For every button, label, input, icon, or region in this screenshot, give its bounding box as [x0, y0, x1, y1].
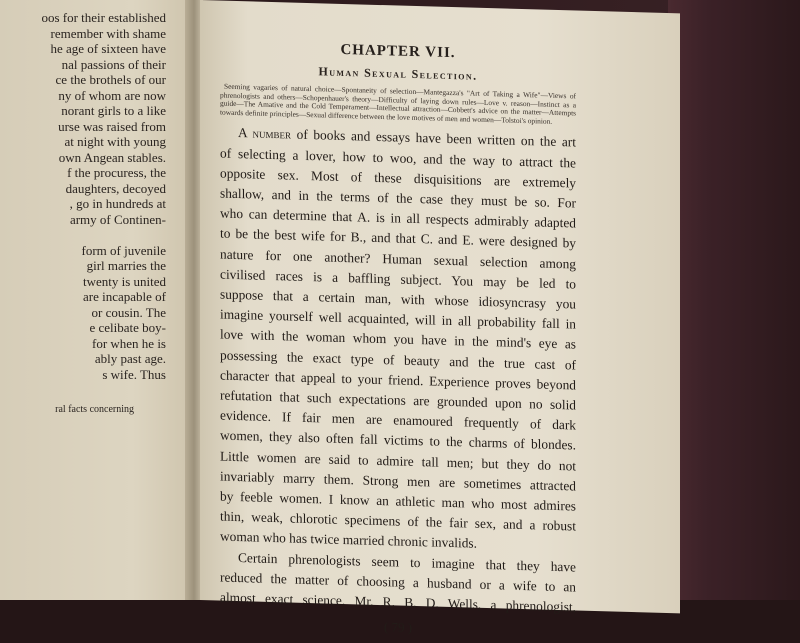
body-line: refutation that such expectations are grounded upon no solid: [220, 387, 576, 413]
chapter-title: CHAPTER VII.: [340, 41, 456, 62]
left-page-line: , go in hundreds at: [69, 196, 166, 211]
page-content: [220, 39, 576, 635]
left-page-line: are incapable of: [82, 289, 166, 304]
left-page-line: twenty is united: [82, 273, 166, 289]
left-page-line: nal passions of their: [61, 56, 166, 72]
page-number: ( 79 ): [383, 619, 413, 635]
left-page-line: or cousin. The: [91, 304, 166, 320]
body-line: of selecting a lover, how to woo, and the way to attract the: [220, 145, 576, 171]
left-page-line: army of Continen-: [69, 211, 166, 227]
body-line: invariably marry them. Strong men are sometimes attracted: [220, 468, 576, 494]
left-page-line: girl marries the: [86, 258, 166, 273]
body-line: by feeble women. I know an athletic man who most admires: [220, 488, 576, 514]
left-page-line: own Angean stables.: [58, 149, 166, 165]
body-line: character that appeal to your friend. Experience proves beyond: [220, 367, 576, 393]
body-line: opposite sex. Most of these disquisitions are extremely: [220, 165, 576, 191]
left-page-footnote: ral facts concerning: [55, 404, 134, 415]
right-page: [200, 0, 680, 635]
body-line: possessing the exact type of beauty and the true cast of: [220, 347, 576, 373]
left-page-line: he age of sixteen have: [50, 41, 166, 56]
left-page-line: ny of whom are now: [58, 87, 166, 103]
body-line-text: of books and essays have been written on the art: [291, 126, 576, 150]
left-page-line: f the procuress, the: [67, 165, 166, 180]
left-page-line: for when he is: [91, 335, 166, 351]
paragraph-opening-words: A number: [238, 125, 292, 142]
left-page-line: form of juvenile: [81, 242, 166, 258]
body-line: who can determine that A. is in all respects admirably adapted: [220, 205, 576, 231]
left-page-line: at night with young: [64, 134, 166, 149]
body-line: almost exact science. Mr. R. B. D. Wells, a phrenologist,: [220, 589, 576, 615]
body-line: reduced the matter of choosing a husband or a wife to an: [220, 569, 576, 595]
paragraph-2: [220, 547, 576, 618]
left-page-line: s wife. Thus: [102, 366, 166, 382]
body-line: to be the best wife for B., and that C. and E. were designed by: [220, 225, 576, 251]
body-line: imagine yourself well acquainted, will in all probability fall in: [220, 306, 576, 332]
left-page-line: oos for their established: [41, 10, 166, 25]
left-page-line: remember with shame: [50, 25, 166, 41]
body-line: thin, weak, chlorotic specimens of the fair sex, and a robust: [220, 508, 576, 534]
left-page-line: ably past age.: [94, 351, 166, 366]
body-line: woman who has twice married chronic invalids.: [220, 528, 477, 552]
left-page-line: daughters, decoyed: [65, 180, 166, 196]
body-line: Little women are said to admire tall men; but they do not: [220, 448, 576, 474]
body-line: nature for one another? Human sexual selection among: [220, 246, 576, 272]
left-page-line: ce the brothels of our: [55, 72, 166, 87]
chapter-subtitle: Human Sexual Selection.: [318, 64, 478, 83]
body-line: love with the woman whom you have in the mind's eye as: [220, 326, 576, 352]
left-page-line: e celibate boy-: [89, 320, 166, 335]
body-line: civilised races is a baffling subject. You may be led to: [220, 266, 576, 292]
body-line: women, they also often fall victims to the charms of blondes.: [220, 427, 576, 453]
left-page-line: norant girls to a like: [61, 103, 166, 118]
left-page: [0, 0, 190, 600]
body-line: suppose that a certain man, with whose idiosyncrasy you: [220, 286, 576, 312]
book-cover-edge: [668, 0, 800, 600]
paragraph-1: [220, 123, 576, 557]
left-page-line: urse was raised from: [58, 118, 166, 134]
body-line: evidence. If fair men are enamoured frequently of dark: [220, 407, 576, 433]
body-line: shallow, and in the terms of the case they must be so. For: [220, 185, 576, 211]
body-line: Certain phrenologists seem to imagine that they have: [238, 549, 576, 575]
chapter-summary: Seeming vagaries of natural choice—Spontaneity of selection—Mantegazza's "Art of Taking a Wife"—Views of phrenologists and others—Schopenhauer's theory—Difficulty of laying down rules—Love v. reason—Instinct as a guide—The Amative and the Cold Temperament—Intellectual attraction—Cobbett's advice on the matter—Attempts towards definite principles—Sexual difference between the love motives of men and women—Tolstoi's opinion.: [220, 81, 576, 126]
